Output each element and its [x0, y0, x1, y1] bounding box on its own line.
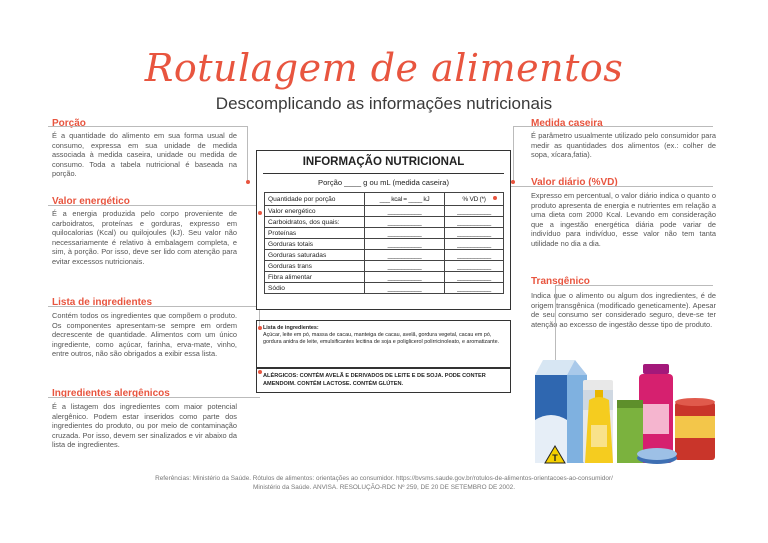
section-title-medida-caseira: Medida caseira [531, 118, 603, 129]
table-row [265, 206, 504, 217]
row-label: Gorduras totais [265, 239, 365, 250]
transgenic-symbol-letter: T [552, 453, 558, 463]
row-amount: __________ [365, 239, 445, 250]
row-vd: __________ [445, 283, 504, 294]
row-label: Proteínas [265, 228, 365, 239]
nutrition-facts-panel [256, 150, 511, 310]
table-row [265, 239, 504, 250]
row-amount: __________ [365, 228, 445, 239]
row-label: Carboidratos, dos quais: [265, 217, 365, 228]
connector-dot-medida-caseira [511, 180, 515, 184]
table-row [265, 272, 504, 283]
table-row [265, 217, 504, 228]
ingredients-box [256, 320, 511, 368]
row-vd: __________ [445, 250, 504, 261]
food-products-illustration [525, 350, 725, 470]
header-quantity: Quantidade por porção [265, 193, 365, 206]
row-vd: __________ [445, 206, 504, 217]
section-title-transgenico: Transgênico [531, 276, 590, 287]
section-title-alergenicos: Ingredientes alergênicos [52, 388, 170, 399]
table-row [265, 250, 504, 261]
allergens-text: ALÉRGICOS: CONTÉM AVELÃ E DERIVADOS DE LEITE E DE SOJA. PODE CONTER AMENDOIM. CONTÉM LACTOSE. CONTÉM GLÚTEN. [263, 373, 486, 387]
section-text-valor-energetico: É a energia produzida pelo corpo proveniente de carboidratos, proteínas e gorduras, expresso em quilocalorias (Kcal) ou quilojoules (kJ). Seu valor não necessariamente é relativo à embalagem completa, e sim, à porção. Por isso, deve ser lido com atenção para evitar excessos nutricionais. [52, 209, 237, 266]
page-subtitle: Descomplicando as informações nutricionais [215, 94, 553, 113]
can-icon [675, 398, 715, 460]
connector-alergenicos [48, 397, 260, 398]
table-row [265, 228, 504, 239]
section-title-lista-ingredientes: Lista de ingredientes [52, 297, 153, 308]
connector-dot-porcao [246, 180, 250, 184]
nutrition-table [264, 192, 504, 294]
connector-dot-valor-diario [493, 196, 497, 200]
row-amount: __________ [365, 217, 445, 228]
connector-lista-ingredientes [48, 306, 260, 328]
section-text-transgenico: Indica que o alimento ou algum dos ingredientes, é de origem transgênica (modificado geneticamente). Apesar de seu consumo ser considerado seguro, deve-se ter atenção ao excesso de ingestão desse tipo de produto. [531, 291, 716, 329]
row-amount: __________ [365, 206, 445, 217]
section-text-medida-caseira: É parâmetro usualmente utilizado pelo consumidor para medir as quantidades dos alimentos (ex.: colher de sopa, xícara,fatia). [531, 131, 716, 160]
section-text-valor-diario: Expresso em percentual, o valor diário indica o quanto o produto apresenta de energia e nutrientes em relação a uma dieta com 2000 Kcal. Levando em consideração que a ingestão energética diária pode variar de indivíduo para indivíduo, esse valor não tem tanta utilidade no dia a dia. [531, 191, 716, 248]
row-vd: __________ [445, 272, 504, 283]
row-label: Gorduras trans [265, 261, 365, 272]
section-title-valor-energetico: Valor energético [52, 196, 130, 207]
ingredients-text: Açúcar, leite em pó, massa de cacau, manteiga de cacau, avelã, gordura vegetal, cacau em pó, gordura anidra de leite, emulsificantes lecitina de soja e poliglicerol polirricinoleato, e aromatizante. [263, 332, 500, 345]
portion-line: Porção ____ g ou mL (medida caseira) [318, 178, 449, 187]
connector-dot-alergenicos [258, 370, 262, 374]
row-label: Gorduras saturadas [265, 250, 365, 261]
table-header-row [265, 193, 504, 206]
row-amount: __________ [365, 283, 445, 294]
row-vd: __________ [445, 217, 504, 228]
header-vd: % VD (*) [445, 193, 504, 206]
row-label: Valor energético [265, 206, 365, 217]
row-label: Fibra alimentar [265, 272, 365, 283]
row-amount: __________ [365, 250, 445, 261]
references [0, 474, 768, 492]
reference-line-1: Referências: Ministério da Saúde. Rótulos de alimentos: orientações ao consumidor. https://bvsms.saude.gov.br/rotulos-de-alimentos-orientacoes-ao-consumidor/ [155, 475, 613, 482]
header-kcal: ___ kcal = ____ kJ [365, 193, 445, 206]
row-vd: __________ [445, 261, 504, 272]
section-text-alergenicos: É a listagem dos ingredientes com maior potencial alergênico. Podem estar inseridos como parte dos ingredientes do produto, ou por meio de contaminação cruzada. Por isso, devem ser sinalizados e vir abaixo da lista de ingredientes. [52, 402, 237, 450]
row-label: Sódio [265, 283, 365, 294]
section-title-porcao: Porção [52, 118, 86, 129]
connector-valor-diario [495, 186, 713, 198]
reference-line-2: Ministério da Saúde. ANVISA. RESOLUÇÃO-RDC Nº 259, DE 20 DE SETEMBRO DE 2002. [253, 484, 515, 491]
tin-icon [637, 448, 677, 464]
milk-carton-icon [535, 360, 587, 463]
panel-title: INFORMAÇÃO NUTRICIONAL [302, 156, 465, 168]
ingredients-label: Lista de ingredientes: [263, 325, 319, 331]
page-title: Rotulagem de alimentos [144, 46, 624, 90]
mustard-bottle-icon [585, 390, 613, 463]
panel-rule [263, 173, 504, 174]
row-amount: __________ [365, 261, 445, 272]
table-row [265, 261, 504, 272]
table-row [265, 283, 504, 294]
section-title-valor-diario: Valor diário (%VD) [531, 177, 618, 188]
connector-valor-energetico [48, 205, 260, 213]
connector-dot-valor-energetico [258, 211, 262, 215]
section-text-porcao: É a quantidade do alimento em sua forma usual de consumo, expressa em sua unidade de medida associada à medida caseira, unidade ou medida de consumo. Toda a tabela nutricional é baseada na porção. [52, 131, 237, 179]
allergens-box [256, 368, 511, 393]
row-vd: __________ [445, 228, 504, 239]
row-amount: __________ [365, 272, 445, 283]
connector-porcao [48, 126, 248, 182]
row-vd: __________ [445, 239, 504, 250]
section-text-lista-ingredientes: Contém todos os ingredientes que compõem o produto. Os componentes apresentam-se sempre em ordem decrescente de quantidade. Alimentos com um único ingrediente, como açúcar, farinha, erva-mate, vinho, entre outros, não são obrigados a exibir essa lista. [52, 311, 237, 359]
connector-dot-lista [258, 326, 262, 330]
connector-medida-caseira [513, 126, 713, 182]
